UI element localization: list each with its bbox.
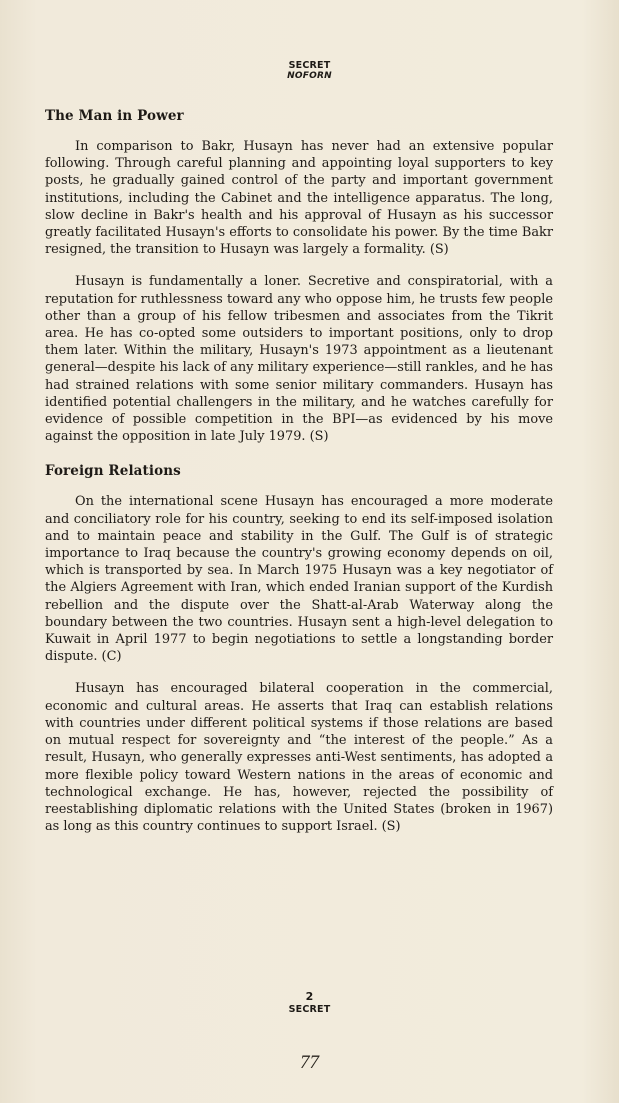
section-man-in-power	[45, 108, 553, 445]
folio-number: 77	[300, 1052, 319, 1073]
caveat-header: NOFORN	[287, 71, 332, 81]
section-heading: Foreign Relations	[45, 463, 181, 480]
section-heading: The Man in Power	[45, 108, 184, 124]
document-body	[45, 108, 553, 850]
section-foreign-relations	[45, 463, 553, 835]
paragraph: In comparison to Bakr, Husayn has never had an extensive popular following. Through careful planning and appointing loyal supporters to key posts, he gradually gained control of the party and important government institutions, including the Cabinet and the intelligence apparatus. The long, slow decline in Bakr's health and his approval of Husayn as his successor greatly facilitated Husayn's efforts to consolidate his power. By the time Bakr resigned, the transition to Husayn was largely a formality. (S)	[45, 139, 553, 258]
paragraph: Husayn has encouraged bilateral cooperation in the commercial, economic and cultural areas. He asserts that Iraq can establish relations with countries under different political systems if those relations are based on mutual respect for sovereignty and “the interest of the people.” As a result, Husayn, who generally expresses anti-West sentiments, has adopted a more flexible policy toward Western nations in the areas of economic and technological exchange. He has, however, rejected the possibility of reestablishing diplomatic relations with the United States (broken in 1967) as long as this country continues to support Israel. (S)	[45, 681, 553, 835]
classification-footer: SECRET	[288, 1004, 331, 1015]
paragraph: On the international scene Husayn has encouraged a more moderate and conciliatory role for his country, seeking to end its self-imposed isolation and to maintain peace and stability in the Gulf. The Gulf is of strategic importance to Iraq because the country's growing economy depends on oil, which is transported by sea. In March 1975 Husayn was a key negotiator of the Algiers Agreement with Iran, which ended Iranian support of the Kurdish rebellion and the dispute over the Shatt-al-Arab Waterway along the boundary between the two countries. Husayn sent a high-level delegation to Kuwait in April 1977 to begin negotiations to settle a longstanding border dispute. (C)	[45, 494, 553, 665]
paragraph: Husayn is fundamentally a loner. Secretive and conspiratorial, with a reputation for ruthlessness toward any who oppose him, he trusts few people other than a group of his fellow tribesmen and associates from the Tikrit area. He has co-opted some outsiders to important positions, only to drop them later. Within the military, Husayn's 1973 appointment as a lieutenant general—despite his lack of any military experience—still rankles, and he has had strained relations with some senior military commanders. Husayn has identified potential challengers in the military, and he watches carefully for evidence of possible competition in the BPI—as evidenced by his move against the opposition in late July 1979. (S)	[45, 274, 554, 445]
classification-header: SECRET	[288, 60, 331, 71]
page-number: 2	[305, 990, 314, 1003]
